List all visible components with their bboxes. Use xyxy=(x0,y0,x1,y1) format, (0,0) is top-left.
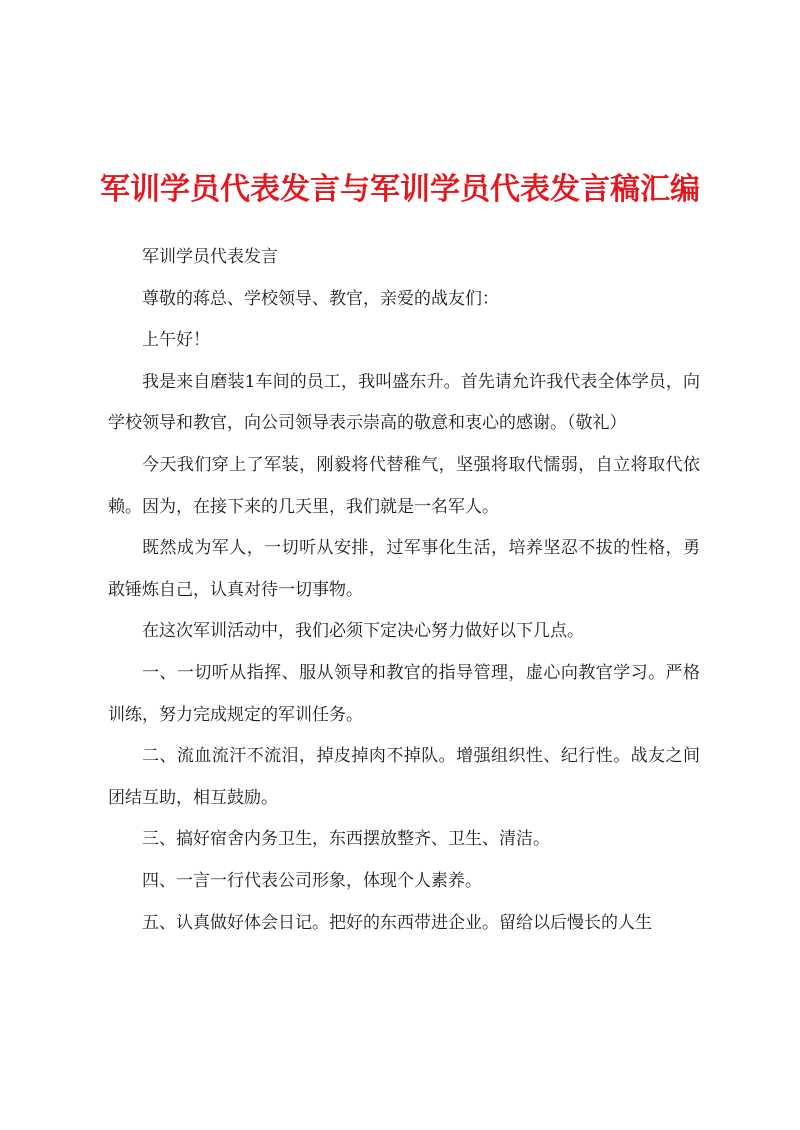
paragraph-salutation: 尊敬的蒋总、学校领导、教官，亲爱的战友们： xyxy=(142,288,499,309)
paragraph: 今天我们穿上了军装，刚毅将代替稚气，坚强将取代懦弱，自立将取代依赖。因为，在接下来的几天里，我们就是一名军人。 xyxy=(108,454,700,517)
paragraph-greeting: 上午好！ xyxy=(142,330,210,351)
list-item-5: 五、认真做好体会日记。把好的东西带进企业。留给以后慢长的人生 xyxy=(142,912,652,933)
paragraph: 在这次军训活动中，我们必须下定决心努力做好以下几点。 xyxy=(142,621,584,642)
paragraph-heading: 军训学员代表发言 xyxy=(142,247,278,267)
list-item-1: 一、一切听从指挥、服从领导和教官的指导管理，虚心向教官学习。严格训练，努力完成规定的军训任务。 xyxy=(108,662,700,725)
list-item-4: 四、一言一行代表公司形象，体现个人素养。 xyxy=(142,870,482,891)
paragraph-introduction: 我是来自磨装1车间的员工，我叫盛东升。首先请允许我代表全体学员，向学校领导和教官，向公司领导表示崇高的敬意和衷心的感谢。（敬礼） xyxy=(108,371,700,434)
list-item-3: 三、搞好宿舍内务卫生，东西摆放整齐、卫生、清洁。 xyxy=(142,829,550,850)
document-body xyxy=(108,237,700,944)
paragraph: 既然成为军人，一切听从安排，过军事化生活，培养坚忍不拔的性格，勇敢锤炼自己，认真对待一切事物。 xyxy=(108,538,700,600)
list-item-2: 二、流血流汗不流泪，掉皮掉肉不掉队。增强组织性、纪行性。战友之间团结互助，相互鼓励。 xyxy=(108,746,700,808)
document-title: 军训学员代表发言与军训学员代表发言稿汇编 xyxy=(100,172,700,207)
